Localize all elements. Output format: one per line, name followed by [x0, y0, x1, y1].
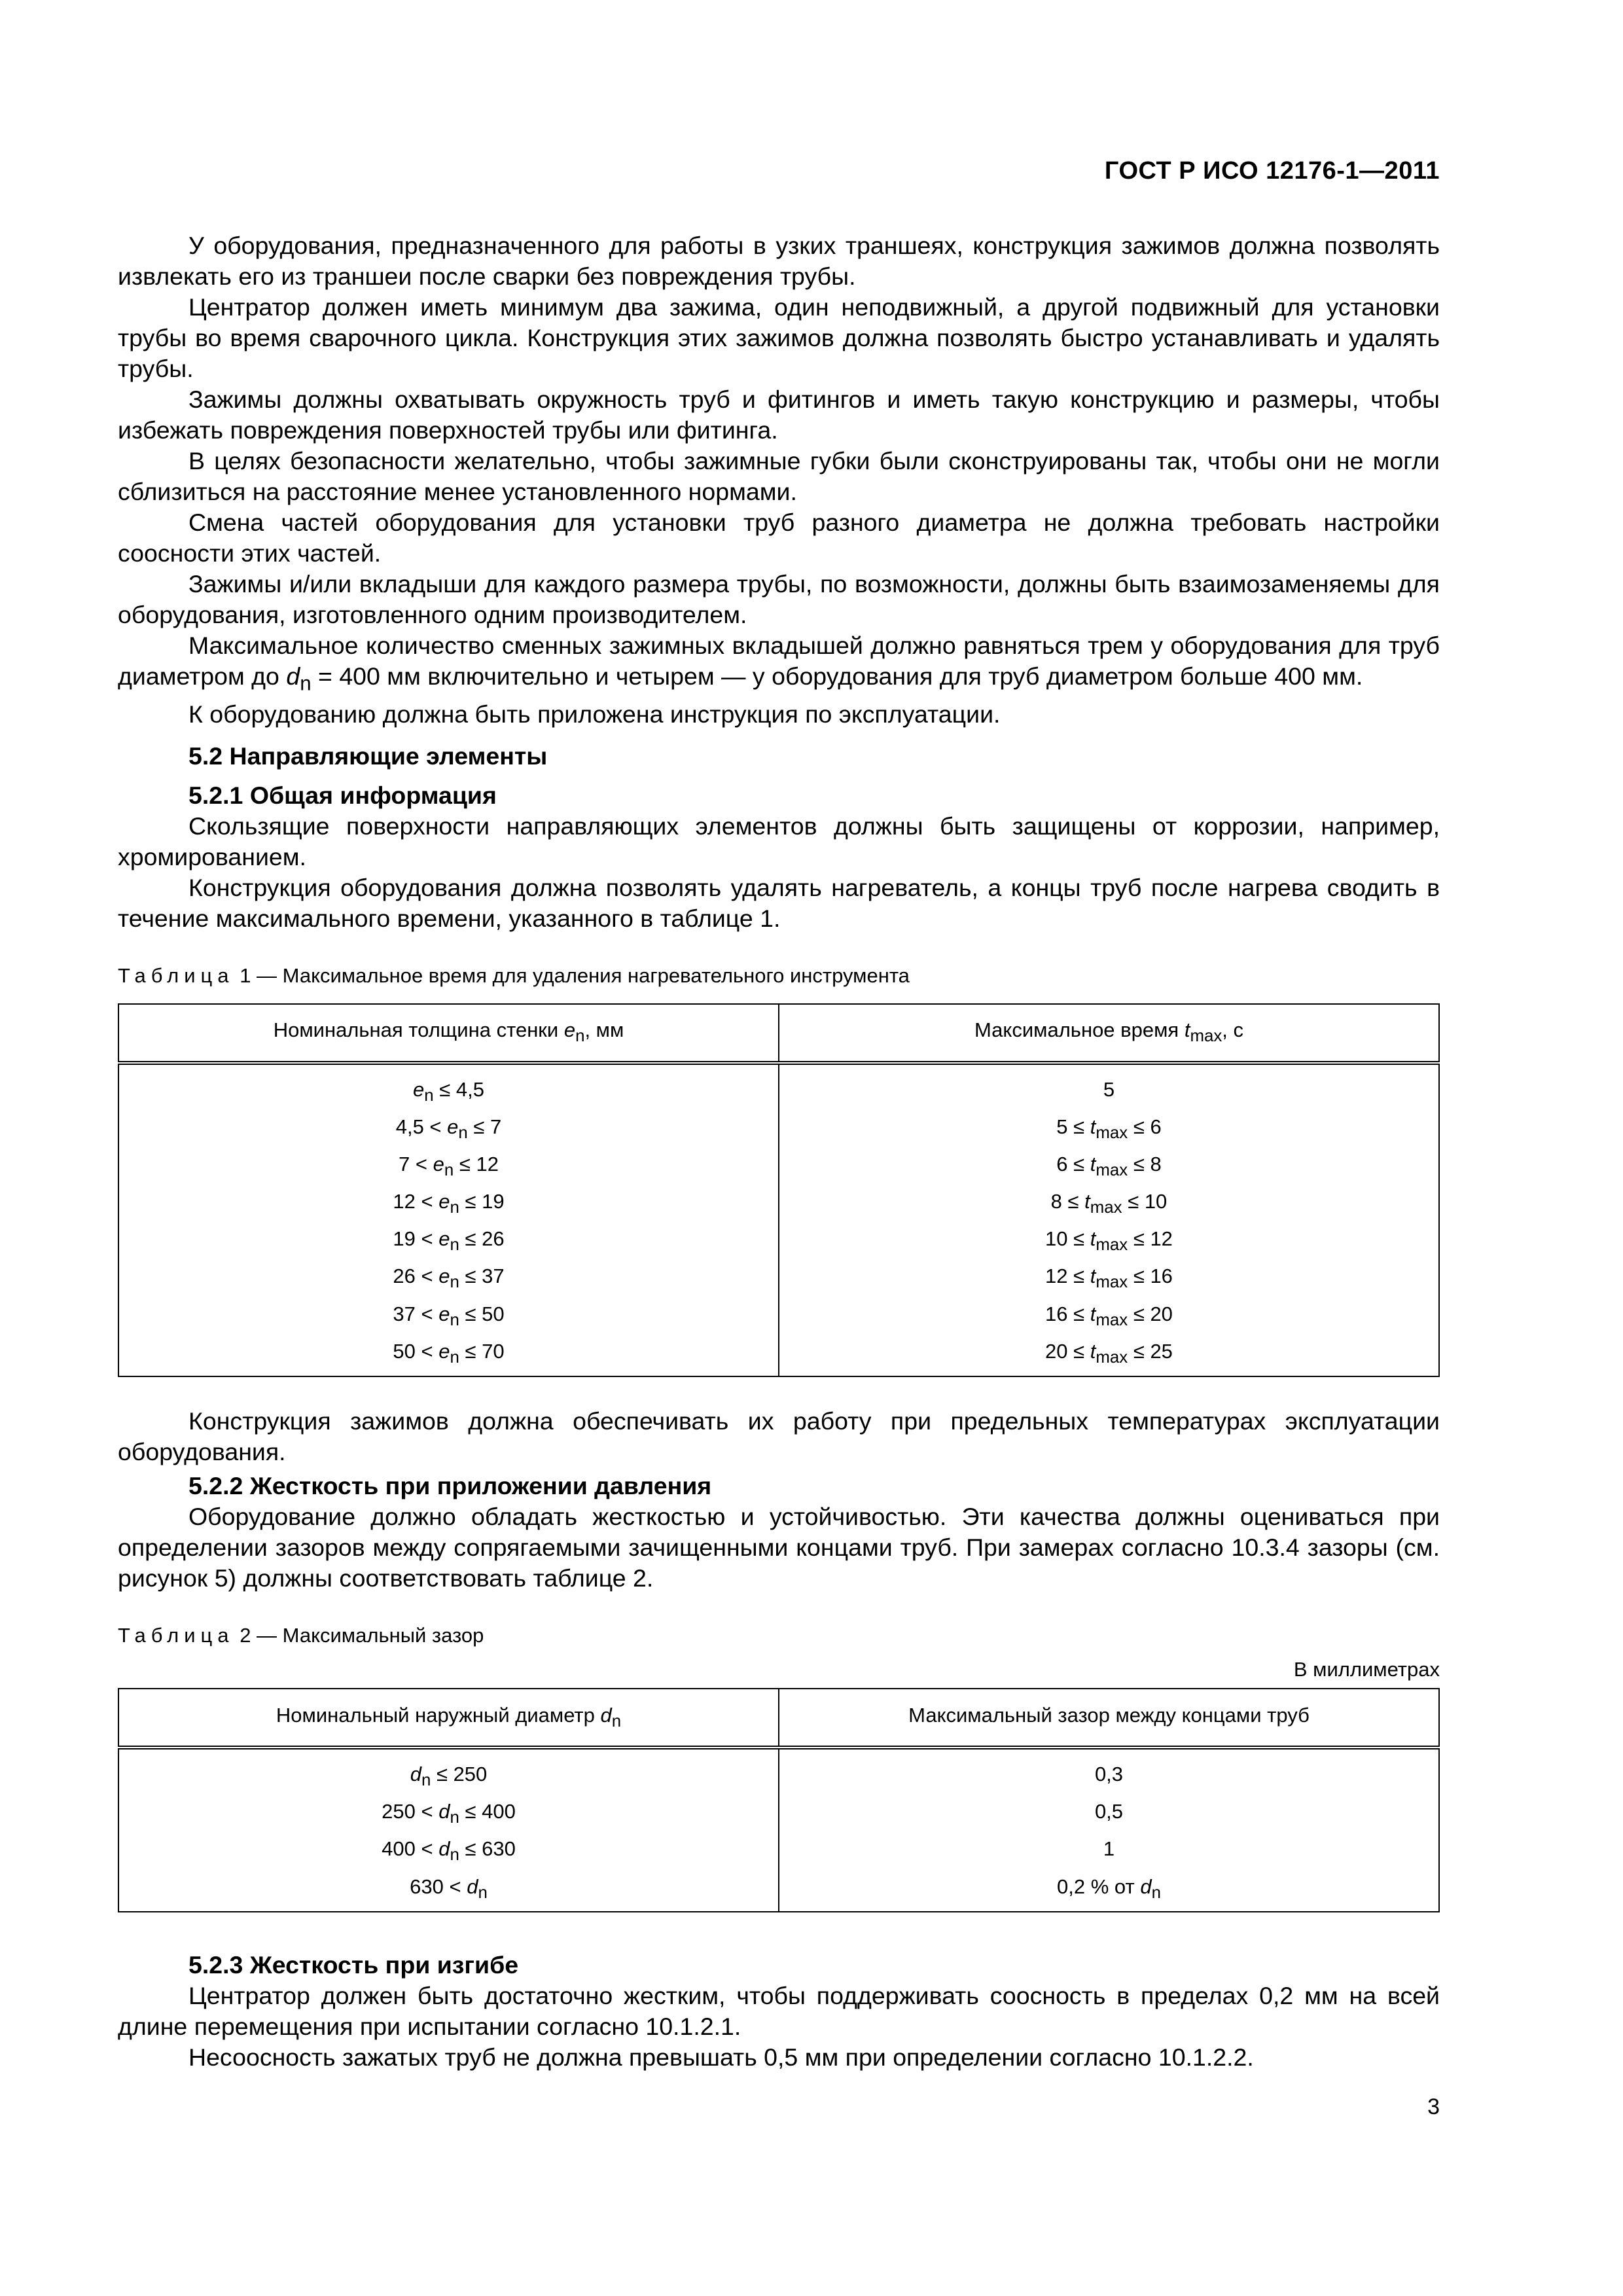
math-var: t — [1090, 1339, 1096, 1363]
cell-line — [126, 1074, 772, 1111]
text-run: 8 ≤ — [1050, 1190, 1085, 1213]
section-heading-5-2-2: 5.2.2 Жесткость при приложении давления — [188, 1472, 712, 1499]
math-var: t — [1084, 1190, 1090, 1213]
math-sub: n — [444, 1161, 454, 1180]
caption-label: Таблица — [118, 963, 234, 987]
math-var: d — [467, 1874, 478, 1898]
math-var: t — [1090, 1265, 1096, 1288]
math-var: e — [447, 1115, 459, 1138]
paragraph: Скользящие поверхности направляющих элементов должны быть защищены от коррозии, например, хромированием. — [118, 812, 1440, 870]
table-header-cell — [118, 1004, 779, 1063]
math-sub: n — [450, 1236, 459, 1255]
math-var: d — [438, 1837, 450, 1861]
text-run: ≤ 25 — [1128, 1339, 1173, 1363]
text-run: 7 < — [399, 1152, 433, 1175]
table-header-cell — [779, 1689, 1439, 1748]
cell-line — [786, 1223, 1432, 1261]
header-text: Максимальное время — [974, 1018, 1185, 1042]
cell-line — [786, 1833, 1432, 1871]
caption-label: Таблица — [118, 1624, 234, 1647]
math-sub: n — [300, 672, 312, 695]
text-run: 250 < — [382, 1800, 439, 1823]
text-run: 37 < — [393, 1302, 439, 1325]
cell-line — [126, 1336, 772, 1373]
text-run: 5 — [1103, 1077, 1115, 1101]
table-row — [118, 1748, 1439, 1912]
table-cell — [779, 1063, 1439, 1377]
math-var: e — [413, 1077, 425, 1101]
text-run: ≤ 12 — [1128, 1227, 1173, 1251]
text-run: 19 < — [393, 1227, 439, 1251]
section-heading-5-2-3: 5.2.3 Жесткость при изгибе — [188, 1950, 519, 1979]
table-header-cell — [118, 1689, 779, 1748]
page-number: 3 — [1427, 2094, 1440, 2119]
text-run: 12 ≤ — [1045, 1265, 1090, 1288]
text-run: 12 < — [393, 1190, 439, 1213]
math-var: d — [438, 1800, 450, 1823]
paragraph: Центратор должен иметь минимум два зажима, один неподвижный, а другой подвижный для установки трубы во время сварочного цикла. Конструкция этих зажимов должна позволять быстро устанавливать и удалять трубы. — [118, 293, 1440, 382]
math-sub: max — [1096, 1236, 1128, 1255]
text-run: Максимальное количество сменных зажимных вкладышей должно равняться трем у оборудования для труб диаметром до — [118, 632, 1440, 690]
math-sub: max — [1090, 1198, 1122, 1217]
math-var: t — [1090, 1115, 1096, 1138]
math-sub: n — [424, 1086, 434, 1105]
math-sub: n — [611, 1712, 622, 1731]
paragraph: Центратор должен быть достаточно жестким, чтобы поддерживать соосность в пределах 0,2 мм на всей длине перемещения при испытании согласно 10.1.2.1. — [118, 1981, 1440, 2040]
text-run: ≤ 16 — [1128, 1265, 1173, 1288]
math-sub: max — [1096, 1348, 1128, 1367]
cell-line — [786, 1871, 1432, 1909]
text-run: 6 ≤ — [1056, 1152, 1090, 1175]
math-sub: max — [1096, 1273, 1128, 1292]
paragraph: У оборудования, предназначенного для работы в узких траншеях, конструкция зажимов должна позволять извлекать его из траншеи после сварки без повреждения трубы. — [118, 232, 1440, 290]
math-sub: n — [575, 1027, 585, 1046]
caption-number: 1 — [240, 963, 251, 987]
document-id: ГОСТ Р ИСО 12176-1—2011 — [1104, 157, 1440, 185]
math-sub: n — [450, 1808, 459, 1827]
text-run: ≤ 6 — [1128, 1115, 1162, 1138]
table-1-caption — [118, 963, 1440, 989]
paragraph: Оборудование должно обладать жесткостью и устойчивостью. Эти качества должны оцениваться при определении зазоров между сопрягаемыми зачищенными концами труб. При замерах согласно 10.3.4 зазоры (см. рисунок 5) должны соответствовать таблице 2. — [118, 1503, 1440, 1592]
text-run: 0,2 % от — [1057, 1874, 1141, 1898]
cell-line — [126, 1299, 772, 1336]
cell-line — [786, 1299, 1432, 1336]
document-body — [118, 230, 1440, 2073]
cell-line — [126, 1759, 772, 1796]
math-var: e — [438, 1302, 450, 1325]
math-var: d — [600, 1703, 612, 1727]
math-sub: n — [450, 1310, 459, 1329]
math-var: d — [410, 1763, 421, 1785]
text-run: 10 ≤ — [1045, 1227, 1090, 1251]
table-cell — [118, 1063, 779, 1377]
paragraph: Зажимы и/или вкладыши для каждого размера трубы, по возможности, должны быть взаимозаменяемы для оборудования, изготовленного одним производителем. — [118, 570, 1440, 628]
paragraph: Конструкция оборудования должна позволять удалять нагреватель, а концы труб после нагрева сводить в течение максимального времени, указанного в таблице 1. — [118, 873, 1440, 932]
header-text: Номинальная толщина стенки — [273, 1018, 564, 1042]
table-row — [118, 1063, 1439, 1377]
paragraph: Конструкция зажимов должна обеспечивать их работу при предельных температурах эксплуатации оборудования. — [118, 1407, 1440, 1465]
text-run: ≤ 630 — [459, 1837, 516, 1861]
cell-line — [126, 1223, 772, 1261]
cell-line — [126, 1111, 772, 1149]
caption-text: — Максимальное время для удаления нагревательного инструмента — [251, 963, 910, 987]
text-run: ≤ 37 — [459, 1265, 505, 1288]
math-sub: n — [450, 1846, 459, 1865]
cell-line — [126, 1149, 772, 1186]
math-sub: max — [1096, 1123, 1128, 1142]
cell-line — [786, 1261, 1432, 1298]
header-text: Номинальный наружный диаметр — [276, 1703, 601, 1727]
cell-line — [786, 1796, 1432, 1833]
math-var: e — [438, 1227, 450, 1251]
cell-line — [786, 1074, 1432, 1111]
text-run: ≤ 7 — [467, 1115, 502, 1138]
text-run: 20 ≤ — [1045, 1339, 1090, 1363]
text-run: ≤ 10 — [1122, 1190, 1168, 1213]
text-run: 5 ≤ — [1056, 1115, 1090, 1138]
math-sub: max — [1096, 1161, 1128, 1180]
text-run: 0,5 — [1094, 1800, 1124, 1823]
text-run: 4,5 < — [395, 1115, 448, 1138]
text-run: ≤ 12 — [454, 1152, 499, 1175]
text-run: 0,3 — [1094, 1763, 1124, 1785]
table-header-row — [118, 1004, 1439, 1063]
math-var: d — [1140, 1874, 1152, 1898]
table-2-caption — [118, 1623, 1440, 1649]
cell-line — [786, 1759, 1432, 1796]
caption-number: 2 — [240, 1624, 251, 1647]
math-var: e — [438, 1265, 450, 1288]
section-heading-5-2: 5.2 Направляющие элементы — [188, 742, 548, 770]
math-sub: n — [450, 1348, 459, 1367]
text-run: ≤ 250 — [431, 1763, 488, 1785]
text-run: ≤ 26 — [459, 1227, 505, 1251]
cell-line — [126, 1871, 772, 1909]
math-var: t — [1090, 1227, 1096, 1251]
paragraph: К оборудованию должна быть приложена инструкция по эксплуатации. — [188, 700, 1001, 728]
text-run: 1 — [1103, 1837, 1115, 1861]
table-header-cell — [779, 1004, 1439, 1063]
text-run: = 400 мм включительно и четырем — у оборудования для труб диаметром больше 400 мм. — [311, 662, 1363, 690]
caption-text: — Максимальный зазор — [251, 1624, 484, 1647]
paragraph: Несоосность зажатых труб не должна превышать 0,5 мм при определении согласно 10.1.2.2. — [188, 2043, 1254, 2071]
text-run: ≤ 4,5 — [433, 1077, 484, 1101]
cell-line — [126, 1186, 772, 1223]
header-text: , мм — [584, 1018, 624, 1042]
math-sub: n — [1151, 1883, 1161, 1902]
math-var: t — [1090, 1302, 1096, 1325]
math-sub: max — [1096, 1310, 1128, 1329]
cell-line — [786, 1336, 1432, 1373]
header-text: Максимальный зазор между концами труб — [908, 1703, 1310, 1727]
text-run: 400 < — [382, 1837, 439, 1861]
math-var: d — [286, 662, 300, 690]
paragraph: В целях безопасности желательно, чтобы зажимные губки были сконструированы так, чтобы они не могли сблизиться на расстояние менее установленного нормами. — [118, 447, 1440, 505]
math-var: e — [438, 1339, 450, 1363]
text-run: 630 < — [410, 1874, 467, 1898]
paragraph-insert-count — [118, 630, 1440, 699]
table-2-units: В миллиметрах — [1293, 1658, 1440, 1681]
paragraph: Смена частей оборудования для установки труб разного диаметра не должна требовать настройки соосности этих частей. — [118, 509, 1440, 567]
cell-line — [786, 1111, 1432, 1149]
cell-line — [786, 1149, 1432, 1186]
text-run: ≤ 400 — [459, 1800, 516, 1823]
math-sub: n — [450, 1273, 459, 1292]
math-sub: n — [421, 1771, 431, 1790]
cell-line — [786, 1186, 1432, 1223]
text-run: 26 < — [393, 1265, 439, 1288]
math-sub: n — [458, 1123, 468, 1142]
section-heading-5-2-1: 5.2.1 Общая информация — [188, 781, 497, 809]
text-run: 16 ≤ — [1045, 1302, 1090, 1325]
math-sub: n — [450, 1198, 459, 1217]
header-text: , с — [1222, 1018, 1243, 1042]
math-var: t — [1184, 1018, 1190, 1042]
text-run: ≤ 70 — [459, 1339, 505, 1363]
math-sub: max — [1190, 1027, 1222, 1046]
text-run: ≤ 50 — [459, 1302, 505, 1325]
text-run: 50 < — [393, 1339, 439, 1363]
cell-line — [126, 1261, 772, 1298]
math-var: e — [433, 1152, 444, 1175]
table-2 — [118, 1688, 1440, 1912]
math-sub: n — [478, 1883, 488, 1902]
table-header-row — [118, 1689, 1439, 1748]
text-run: ≤ 8 — [1128, 1152, 1162, 1175]
math-var: t — [1090, 1152, 1096, 1175]
table-cell — [779, 1748, 1439, 1912]
cell-line — [126, 1796, 772, 1833]
math-var: e — [438, 1190, 450, 1213]
math-var: e — [563, 1018, 576, 1042]
text-run: ≤ 19 — [459, 1190, 505, 1213]
text-run: ≤ 20 — [1128, 1302, 1173, 1325]
table-cell — [118, 1748, 779, 1912]
cell-line — [126, 1833, 772, 1871]
paragraph: Зажимы должны охватывать окружность труб и фитингов и иметь такую конструкцию и размеры, чтобы избежать повреждения поверхностей трубы или фитинга. — [118, 386, 1440, 444]
table-1 — [118, 1003, 1440, 1378]
